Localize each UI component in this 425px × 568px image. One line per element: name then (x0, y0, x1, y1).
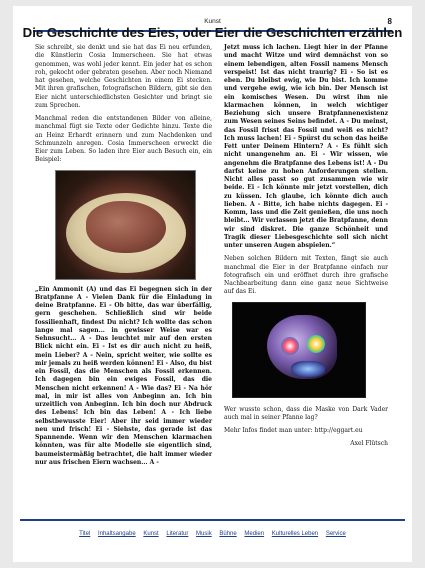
nav-link-kulturelles-leben[interactable]: Kulturelles Leben (271, 531, 319, 537)
egg-photo (55, 170, 196, 280)
nav-link-buehne[interactable]: Bühne (219, 531, 237, 537)
more-info: Mehr Infos findet man unter: http://eggart.eu (224, 427, 363, 434)
nav-link-literatur[interactable]: Literatur (166, 531, 189, 537)
dialogue-continuation: Jetzt muss ich lachen. Liegt hier in der Pfanne und macht Witze und wird demnächst von so einem lebendigen, alten Fossil namens Mensch verspeist! Ist das nicht traurig? Ei - So ist es eben. Du bleibst ewig, wie Du bist. Ich komme und vergehe ewig, wie ich bin. Der Mensch ist ein komisches Wesen. Du wirst ihm nie klarmachen können, in welch wichtiger Beziehung sich unsere Bratpfannenexistenz zum Wesen seines Seins befindet. A - Du meinst, das Fossil frisst das Fossil und weiß es nicht? Ich muss lachen! Ei - Spürst du schon das heiße Fett unter Deinem Hintern? A - Es fühlt sich nicht unangenehm an. Ei - Wir wissen, wie angenehm die Bratpfanne des Lebens ist! A - Du darfst keine zu hohen Anforderungen stellen. Nicht alles passt so gut zusammen wie wir beide. Ei - Ich könnte mir jetzt vorstellen, dich zu küssen. Ich glaube, ich könnte dich auch lieben. A - Bitte, ich habe nichts dagegen. Ei - Komm, lass und die Zeit genießen, die uns noch bleibt… Wir verlassen jetzt die Bratpfanne, denn wir sind diskret. Die ganze Schönheit und Tragik dieser Liebesgeschichte soll sich nicht unter unseren Augen abspielen.“ (224, 44, 388, 249)
mask-jaw (291, 361, 325, 377)
after-paragraph: Neben solchen Bildern mit Texten, fängt sie auch manchmal die Eier in der Bratpfanne einfach nur fotografisch ein und eröffnet durch ihre grafische Nachbearbeitung dann eine ganz neue Sichtweise auf das Ei. (224, 255, 388, 296)
footer-nav (0, 531, 425, 537)
nav-link-titel[interactable]: Titel (79, 531, 91, 537)
egg-mask-image (232, 302, 366, 398)
nav-link-service[interactable]: Service (325, 531, 346, 537)
left-column (35, 44, 212, 472)
page-number: 8 (387, 17, 392, 26)
article-title: Die Geschichte des Eies, oder Eier die Geschichten erzählen (22, 25, 403, 40)
nav-link-medien[interactable]: Medien (244, 531, 265, 537)
intro-paragraph: Sie schreibt, sie denkt und sie hat das Ei neu erfunden, die Künstlerin Cosia Immerscheen. Sie hat etwas genommen, was wohl jeder kennt. Ein jeder hat es schon roh, gekocht oder gebraten gesehen. Aber noch Niemand hat gesehen, welche Geschichten in einem Ei stecken. Mit ihren grafischen, fotografischen Bildern, gibt sie den Eier nicht unterschiedlichsten Gesichter und bringt sie zum Sprechen. (35, 44, 212, 109)
nav-link-inhaltsangabe[interactable]: Inhaltsangabe (97, 531, 136, 537)
nav-link-kunst[interactable]: Kunst (143, 531, 159, 537)
author-name: Axel Flütsch (350, 440, 388, 448)
mask-left-eye (281, 337, 299, 355)
right-column (224, 44, 388, 454)
section-label: Kunst (204, 18, 221, 25)
nav-link-musik[interactable]: Musik (196, 531, 212, 537)
footer-divider (20, 519, 405, 521)
dialogue-paragraph: „Ein Ammonit (A) und das Ei begegnen sich in der Bratpfanne A - Vielen Dank für die Einladung in deine Bratpfanne. Ei - Ob bitte, das war überfällig, gern geschehen. Schließlich sind wir beide fossilienhaft, findest Du nicht? Ich wollte das schon lange mal sagen... in gewisser Weise war es Sehnsucht… A - Das leuchtet mir auf den ersten Blick nicht ein. Ei - Ist es dir auch nicht zu heiß, mein Lieber? A - Nein, spricht weiter, wie sollte es mir jemals zu heiß werden können! Ei - Also, du bist ein Fossil, das die Menschen als Fossil erkennen. Ich dagegen bin ein ewiges Fossil, das die Menschen nicht erkennen! A - Wie das? Ei - Na hör mal, in mir ist alles von Anbeginn an. Ich bin urzeitlich von Anbeginn. Ich bin doch nur Abdruck des Lebens! Ich bin das Leben! A - Ich liebe selbstbewusste Eier! Aber ihr seid immer wieder neu und frisch! Ei - Siehste, das gerade ist das Spannende. Wenn wir den Menschen klarmachen könnten, was für alte Modelle sie eigentlich sind, baumeistermäßig betrachtet, die halt immer wieder nur aus frischen Eiern wachsen... A - (35, 285, 212, 466)
image-caption: Wer wusste schon, dass die Maske von Dark Vader auch mal in seiner Pfanne lag? (224, 405, 388, 421)
second-paragraph: Manchmal reden die entstandenen Bilder von alleine, manchmal fügt sie Texte oder Gedichte hinzu. Texte die an Heinz Erhardt erinnern und zum Nachdenken und Schmunzeln anregen. Cosia Immerscheen erweckt die Eier zum Leben. So laden ihre Eier auch Besuch ein, ein Beispiel: (35, 115, 212, 164)
mask-right-eye (307, 335, 325, 353)
ammonite-shape (86, 201, 166, 253)
